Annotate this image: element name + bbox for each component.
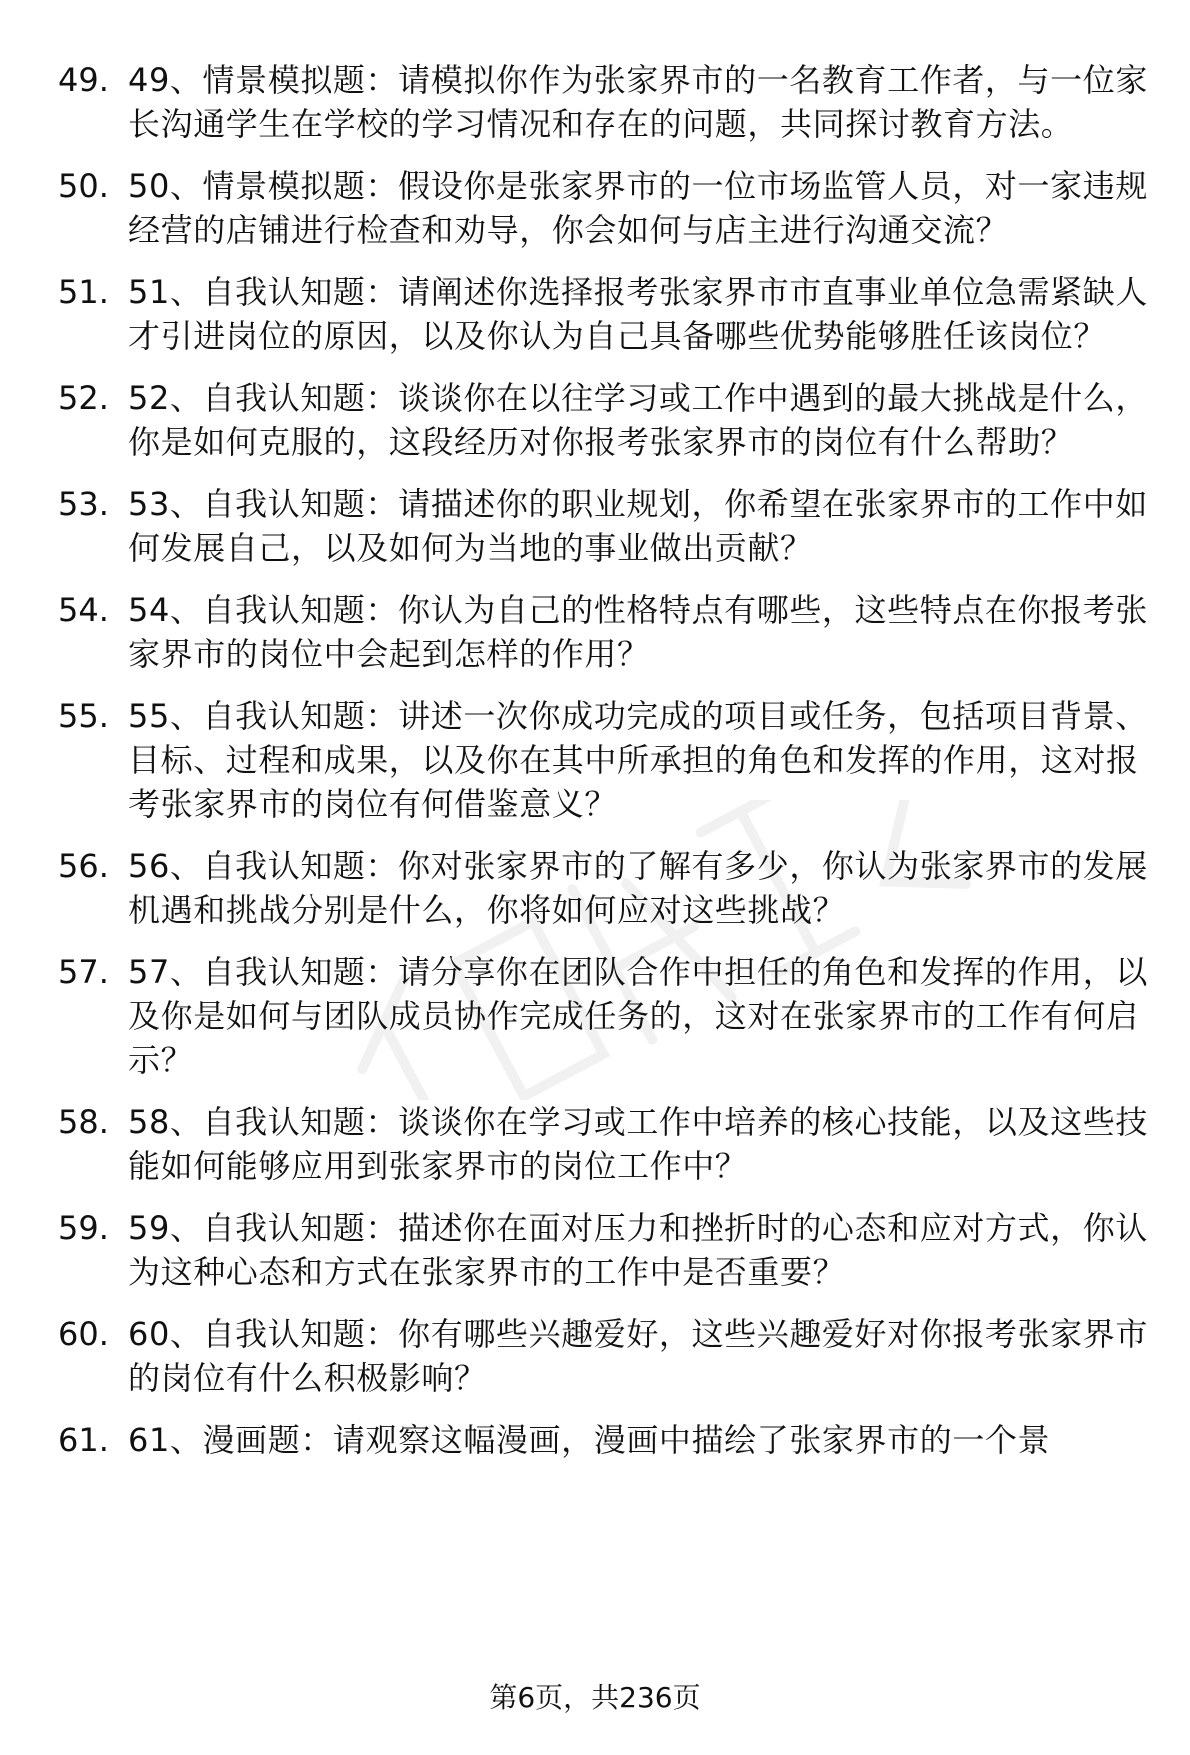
- question-number: 60.: [58, 1315, 109, 1353]
- question-number: 54.: [58, 591, 109, 629]
- question-item: [58, 844, 1148, 932]
- question-item: [58, 1418, 1148, 1462]
- question-number: 49.: [58, 61, 109, 99]
- question-number: 58.: [58, 1103, 109, 1141]
- question-text: 55、自我认知题：讲述一次你成功完成的项目或任务，包括项目背景、目标、过程和成果，以及你在其中所承担的角色和发挥的作用，这对报考张家界市的岗位有何借鉴意义？: [128, 697, 1148, 823]
- question-text: 52、自我认知题：谈谈你在以往学习或工作中遇到的最大挑战是什么，你是如何克服的，这段经历对你报考张家界市的岗位有什么帮助？: [128, 379, 1148, 461]
- question-item: [58, 58, 1148, 146]
- question-list: [58, 58, 1148, 1480]
- question-number: 53.: [58, 485, 109, 523]
- question-number: 55.: [58, 697, 109, 735]
- question-item: [58, 694, 1148, 826]
- question-text: 50、情景模拟题：假设你是张家界市的一位市场监管人员，对一家违规经营的店铺进行检查和劝导，你会如何与店主进行沟通交流？: [128, 167, 1148, 249]
- question-item: [58, 950, 1148, 1082]
- question-text: 56、自我认知题：你对张家界市的了解有多少，你认为张家界市的发展机遇和挑战分别是什么，你将如何应对这些挑战？: [128, 847, 1148, 929]
- question-text: 53、自我认知题：请描述你的职业规划，你希望在张家界市的工作中如何发展自己，以及如何为当地的事业做出贡献？: [128, 485, 1148, 567]
- question-number: 59.: [58, 1209, 109, 1247]
- question-number: 52.: [58, 379, 109, 417]
- question-item: [58, 270, 1148, 358]
- question-text: 49、情景模拟题：请模拟你作为张家界市的一名教育工作者，与一位家长沟通学生在学校的学习情况和存在的问题，共同探讨教育方法。: [128, 61, 1148, 143]
- question-item: [58, 1100, 1148, 1188]
- question-item: [58, 588, 1148, 676]
- question-text: 59、自我认知题：描述你在面对压力和挫折时的心态和应对方式，你认为这种心态和方式在张家界市的工作中是否重要？: [128, 1209, 1148, 1291]
- question-text: 57、自我认知题：请分享你在团队合作中担任的角色和发挥的作用，以及你是如何与团队成员协作完成任务的，这对在张家界市的工作有何启示？: [128, 953, 1148, 1079]
- question-number: 50.: [58, 167, 109, 205]
- question-number: 57.: [58, 953, 109, 991]
- question-item: [58, 164, 1148, 252]
- question-text: 58、自我认知题：谈谈你在学习或工作中培养的核心技能，以及这些技能如何能够应用到张家界市的岗位工作中？: [128, 1103, 1148, 1185]
- question-text: 54、自我认知题：你认为自己的性格特点有哪些，这些特点在你报考张家界市的岗位中会起到怎样的作用？: [128, 591, 1148, 673]
- question-number: 51.: [58, 273, 109, 311]
- question-text: 60、自我认知题：你有哪些兴趣爱好，这些兴趣爱好对你报考张家界市的岗位有什么积极影响？: [128, 1315, 1148, 1397]
- question-number: 61.: [58, 1421, 109, 1459]
- page-footer: 第6页，共236页: [489, 1681, 701, 1714]
- question-text: 61、漫画题：请观察这幅漫画，漫画中描绘了张家界市的一个景: [128, 1421, 1051, 1459]
- question-text: 51、自我认知题：请阐述你选择报考张家界市市直事业单位急需紧缺人才引进岗位的原因，以及你认为自己具备哪些优势能够胜任该岗位？: [128, 273, 1148, 355]
- question-item: [58, 376, 1148, 464]
- question-item: [58, 1206, 1148, 1294]
- question-item: [58, 1312, 1148, 1400]
- question-item: [58, 482, 1148, 570]
- question-number: 56.: [58, 847, 109, 885]
